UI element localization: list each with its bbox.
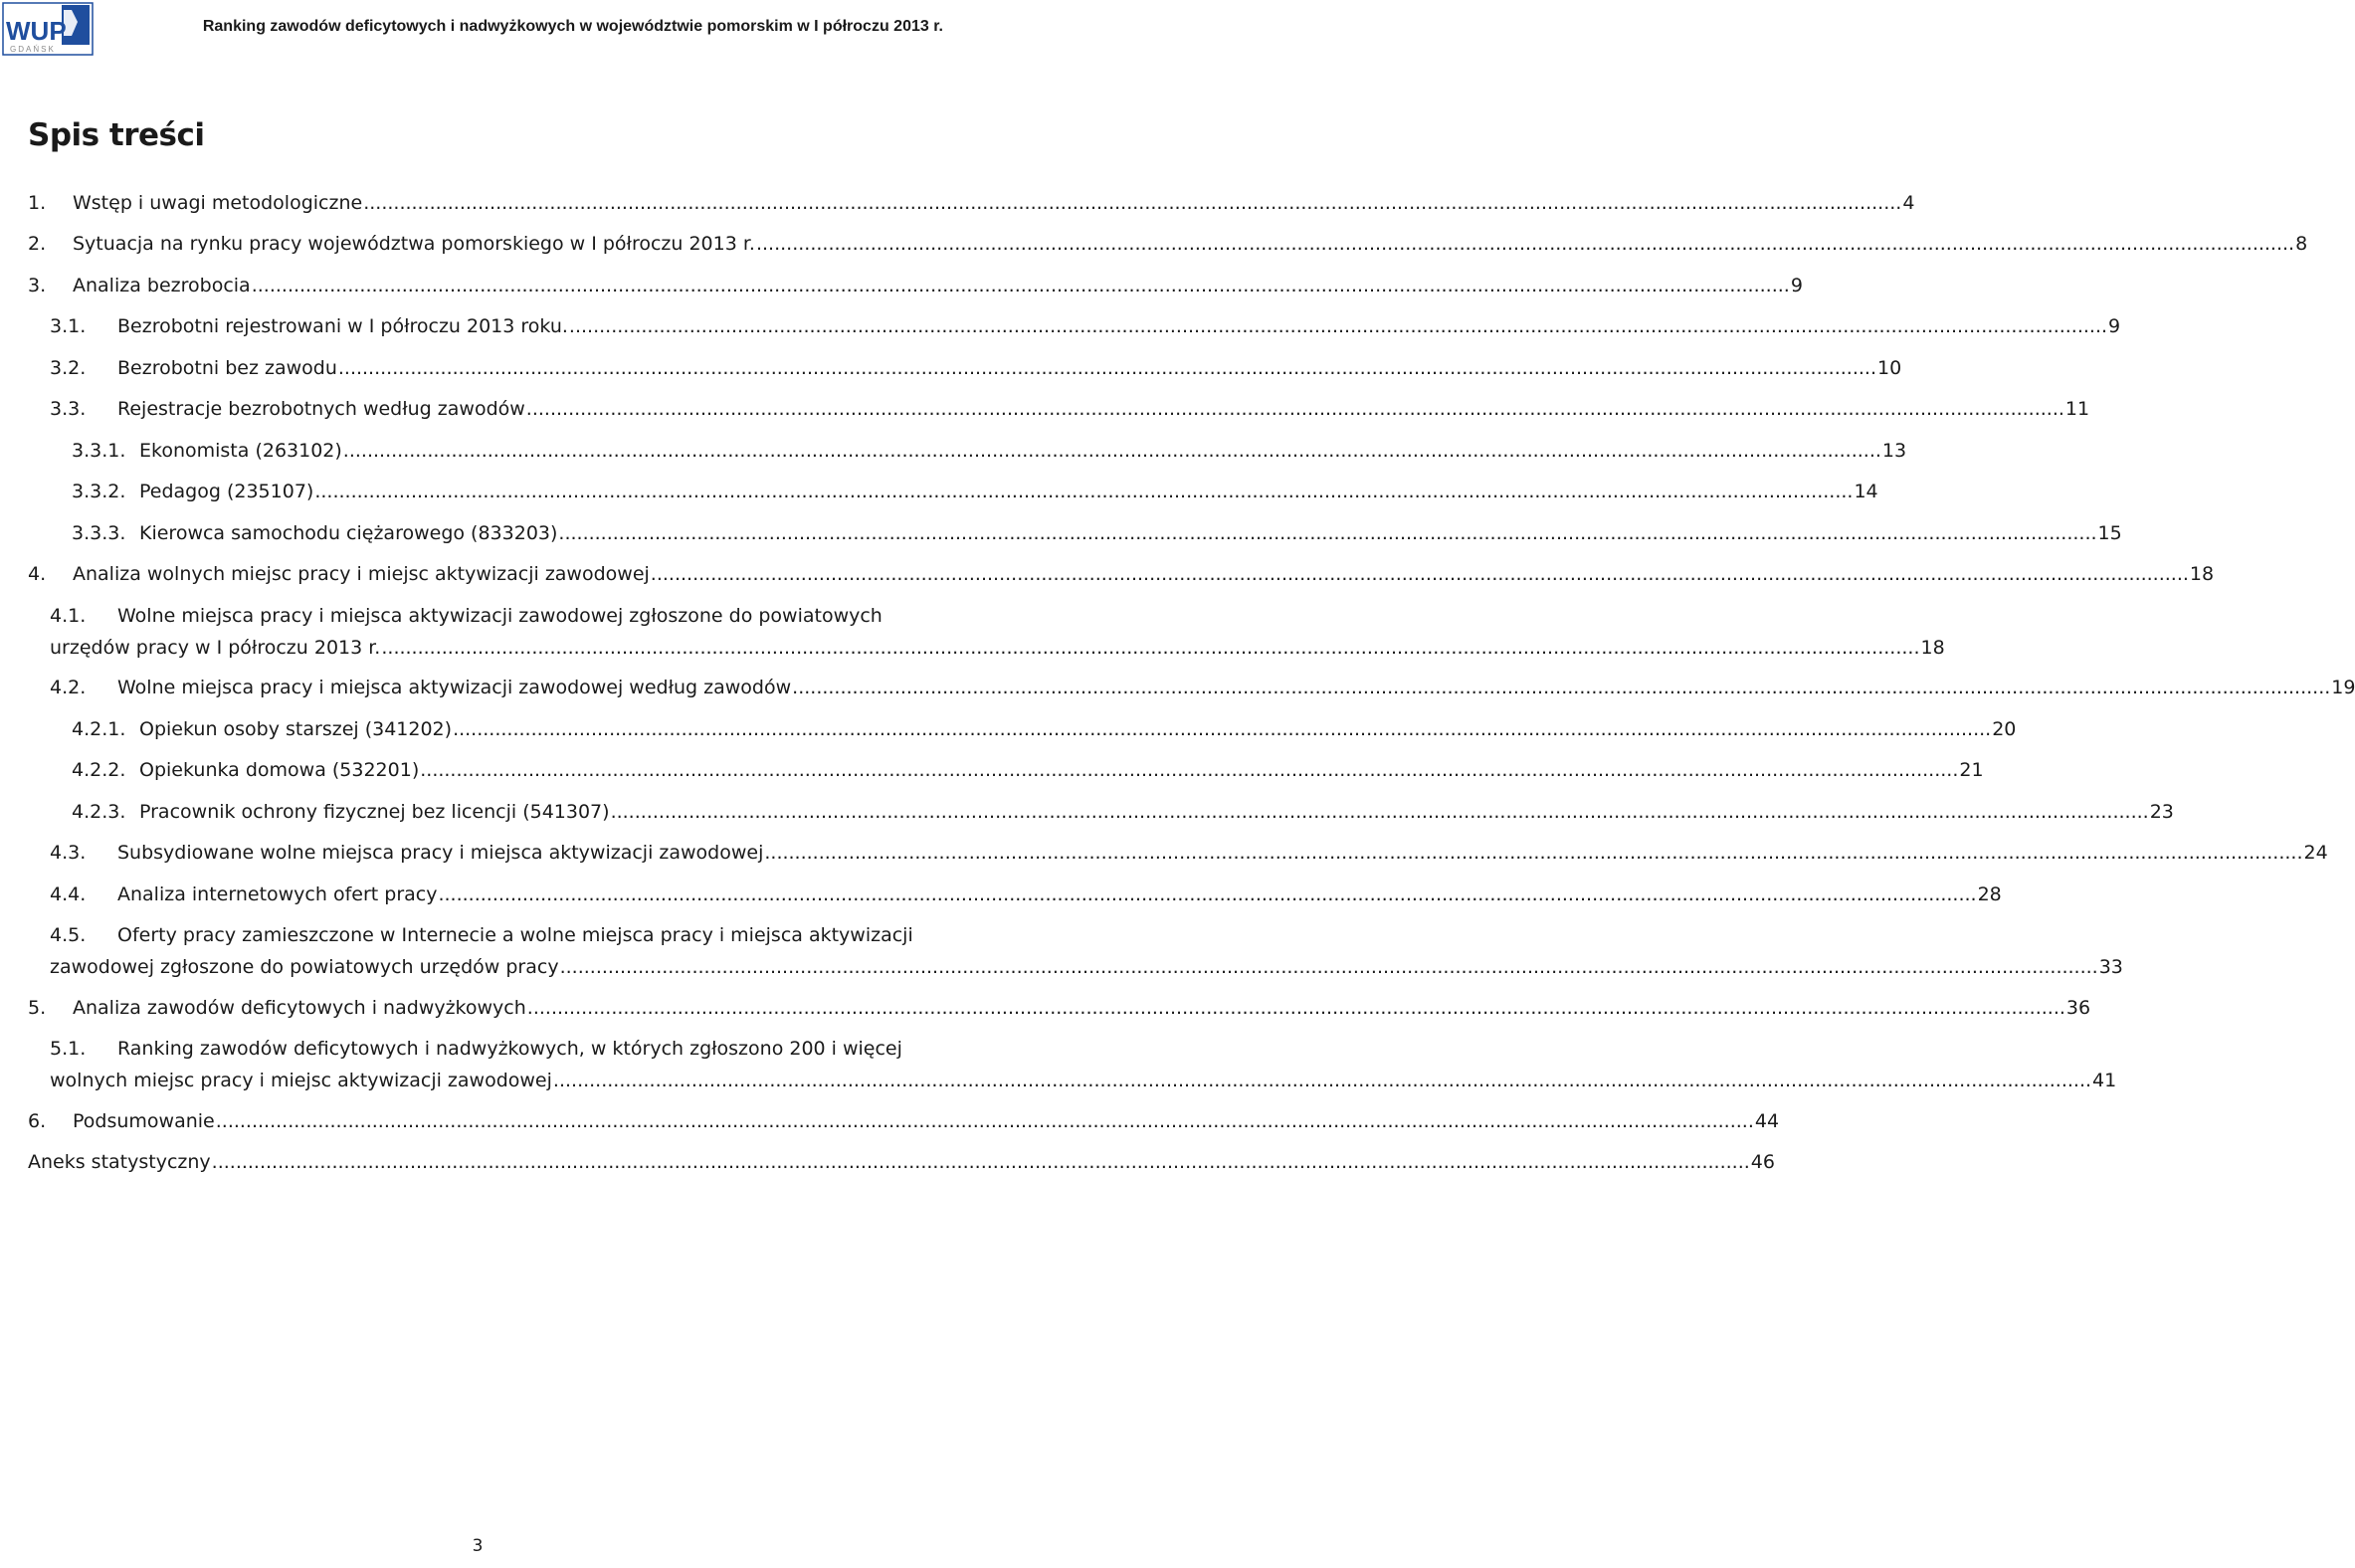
toc-entry-page: 19 — [2331, 677, 2355, 698]
toc-leader-dots — [527, 992, 2065, 1024]
toc-entry[interactable] — [28, 992, 2091, 1024]
toc-leader-dots — [569, 310, 2107, 342]
toc-entry-number: 5. — [28, 997, 47, 1019]
toc-entry-number: 6. — [28, 1110, 47, 1132]
toc-entry-number: 3. — [28, 275, 47, 296]
toc-entry-number: 3.3.2. — [72, 481, 126, 502]
toc-leader-dots — [792, 672, 2330, 703]
toc-entry[interactable] — [50, 310, 2121, 342]
toc-entry-label: Analiza wolnych miejsc pracy i miejsc aktywizacji zawodowej — [73, 563, 650, 585]
toc-entry-label: Sytuacja na rynku pracy województwa pomorskiego w I półroczu 2013 r. — [73, 233, 755, 255]
toc-leader-dots — [756, 228, 2294, 260]
header-title: Ranking zawodów deficytowych i nadwyżkowych w województwie pomorskim w I półroczu 2013 r. — [202, 18, 943, 35]
toc-entry-number: 5.1. — [50, 1038, 87, 1060]
toc-entry[interactable] — [72, 796, 2174, 828]
toc-entry-page: 4 — [1902, 192, 1915, 214]
toc-entry[interactable] — [50, 919, 2123, 983]
toc-entry[interactable] — [28, 1146, 1775, 1178]
toc-entry-label: Kierowca samochodu ciężarowego (833203) — [139, 522, 558, 544]
toc-entry-label: Pracownik ochrony fizycznej bez licencji (541307) — [139, 801, 610, 823]
toc-entry-label: Analiza zawodów deficytowych i nadwyżkowych — [73, 997, 526, 1019]
toc-leader-dots — [558, 517, 2096, 549]
toc-entry-label: Subsydiowane wolne miejsca pracy i miejsca aktywizacji zawodowej — [117, 842, 764, 864]
toc-entry[interactable] — [50, 672, 2355, 703]
toc-leader-dots — [651, 558, 2189, 590]
toc-entry[interactable] — [72, 435, 1907, 467]
toc-entry-label: Wolne miejsca pracy i miejsca aktywizacji zawodowej według zawodów — [117, 677, 792, 698]
toc-entry-page: 36 — [2065, 997, 2091, 1019]
toc-leader-dots — [553, 1065, 2091, 1096]
toc-entry[interactable] — [28, 270, 1803, 301]
toc-entry-number: 4.2.1. — [72, 718, 126, 740]
toc-entry-label: Aneks statystyczny — [28, 1151, 211, 1173]
page-number: 3 — [472, 1536, 484, 1556]
toc-entry[interactable] — [50, 879, 2002, 910]
toc-leader-dots — [381, 632, 1919, 664]
toc-leader-dots — [611, 796, 2149, 828]
toc-leader-dots — [252, 270, 1790, 301]
toc-entry-page: 44 — [1754, 1110, 1780, 1132]
toc-leader-dots — [764, 837, 2302, 869]
toc-entry-number: 2. — [28, 233, 47, 255]
toc-entry-page: 11 — [2064, 398, 2090, 420]
toc-entry-page: 20 — [1992, 718, 2017, 740]
toc-entry-label: Podsumowanie — [73, 1110, 215, 1132]
toc-entry[interactable] — [28, 187, 1915, 219]
toc-entry-number: 3.3. — [50, 398, 87, 420]
toc-entry-label: Pedagog (235107) — [139, 481, 314, 502]
toc-entry-label: Rejestracje bezrobotnych według zawodów — [117, 398, 525, 420]
toc-entry-label: Bezrobotni rejestrowani w I półroczu 2013 roku. — [117, 315, 568, 337]
toc-entry-label-continued: zawodowej zgłoszone do powiatowych urzędów pracy — [50, 956, 559, 978]
toc-leader-dots — [363, 187, 1901, 219]
toc-entry-label: Analiza internetowych ofert pracy — [117, 883, 438, 905]
toc-entry[interactable] — [28, 1105, 1780, 1137]
toc-entry-page: 10 — [1876, 357, 1902, 379]
toc-entry[interactable] — [50, 1033, 2117, 1096]
toc-entry-page: 21 — [1959, 759, 1984, 781]
toc-entry-label: Wolne miejsca pracy i miejsca aktywizacji zawodowej zgłoszone do powiatowych — [117, 605, 883, 627]
logo-subtext: GDAŃSK — [10, 45, 56, 54]
toc-entry-number: 4.2.3. — [72, 801, 126, 823]
toc-entry-number: 4.2. — [50, 677, 87, 698]
toc-entry-page: 13 — [1881, 440, 1907, 462]
toc-entry-page: 15 — [2097, 522, 2122, 544]
toc-leader-dots — [212, 1146, 1750, 1178]
toc-entry[interactable] — [50, 600, 1945, 664]
toc-entry-label: Analiza bezrobocia — [73, 275, 251, 296]
toc-entry-label-continued: urzędów pracy w I półroczu 2013 r. — [50, 637, 381, 659]
toc-entry-page: 18 — [1920, 637, 1945, 659]
toc-entry-number: 4.4. — [50, 883, 87, 905]
toc-entry-page: 28 — [1977, 883, 2002, 905]
toc-leader-dots — [314, 476, 1853, 507]
toc-leader-dots — [526, 393, 2064, 425]
toc-entry-number: 4. — [28, 563, 47, 585]
toc-entry-page: 14 — [1854, 481, 1878, 502]
toc-entry-page: 9 — [2108, 315, 2121, 337]
toc-entry-page: 33 — [2098, 956, 2123, 978]
toc-entry-label-continued: wolnych miejsc pracy i miejsc aktywizacji zawodowej — [50, 1070, 552, 1091]
toc-leader-dots — [438, 879, 1976, 910]
toc-entry[interactable] — [50, 352, 1902, 384]
toc-entry-number: 3.2. — [50, 357, 87, 379]
toc-entry-label: Oferty pracy zamieszczone w Internecie a wolne miejsca pracy i miejsca aktywizacji — [117, 924, 913, 946]
toc-entry-label: Wstęp i uwagi metodologiczne — [73, 192, 363, 214]
toc-entry-page: 9 — [1790, 275, 1803, 296]
toc-leader-dots — [343, 435, 1881, 467]
toc-leader-dots — [453, 713, 1991, 745]
toc-entry[interactable] — [28, 228, 2308, 260]
toc-entry-label: Opiekunka domowa (532201) — [139, 759, 420, 781]
toc-entry[interactable] — [72, 476, 1878, 507]
toc-entry-number: 3.3.3. — [72, 522, 126, 544]
toc-entry-number: 4.5. — [50, 924, 87, 946]
toc-leader-dots — [420, 754, 1958, 786]
toc-entry[interactable] — [72, 713, 2017, 745]
toc-entry[interactable] — [72, 517, 2122, 549]
toc-entry-label: Ranking zawodów deficytowych i nadwyżkowych, w których zgłoszono 200 i więcej — [117, 1038, 902, 1060]
logo-text: WUP — [6, 16, 67, 46]
toc-entry-number: 1. — [28, 192, 47, 214]
toc-leader-dots — [338, 352, 1876, 384]
toc-entry[interactable] — [50, 393, 2090, 425]
toc-entry-number: 4.2.2. — [72, 759, 126, 781]
toc-entry-number: 4.1. — [50, 605, 87, 627]
toc-entry-page: 24 — [2303, 842, 2328, 864]
toc-entry-page: 46 — [1750, 1151, 1775, 1173]
toc-entry-page: 18 — [2189, 563, 2215, 585]
toc-entry[interactable] — [72, 754, 1984, 786]
toc-entry-number: 3.1. — [50, 315, 87, 337]
toc-leader-dots — [216, 1105, 1754, 1137]
toc-entry[interactable] — [50, 837, 2328, 869]
toc-entry-number: 3.3.1. — [72, 440, 126, 462]
toc-entry-label: Ekonomista (263102) — [139, 440, 342, 462]
toc-entry-page: 8 — [2295, 233, 2308, 255]
toc-entry-page: 41 — [2092, 1070, 2117, 1091]
toc-entry[interactable] — [28, 558, 2215, 590]
toc-title: Spis treści — [28, 117, 205, 153]
toc-entry-page: 23 — [2149, 801, 2174, 823]
toc-leader-dots — [560, 951, 2098, 983]
toc-entry-label: Opiekun osoby starszej (341202) — [139, 718, 453, 740]
toc-entry-number: 4.3. — [50, 842, 87, 864]
toc-entry-label: Bezrobotni bez zawodu — [117, 357, 337, 379]
